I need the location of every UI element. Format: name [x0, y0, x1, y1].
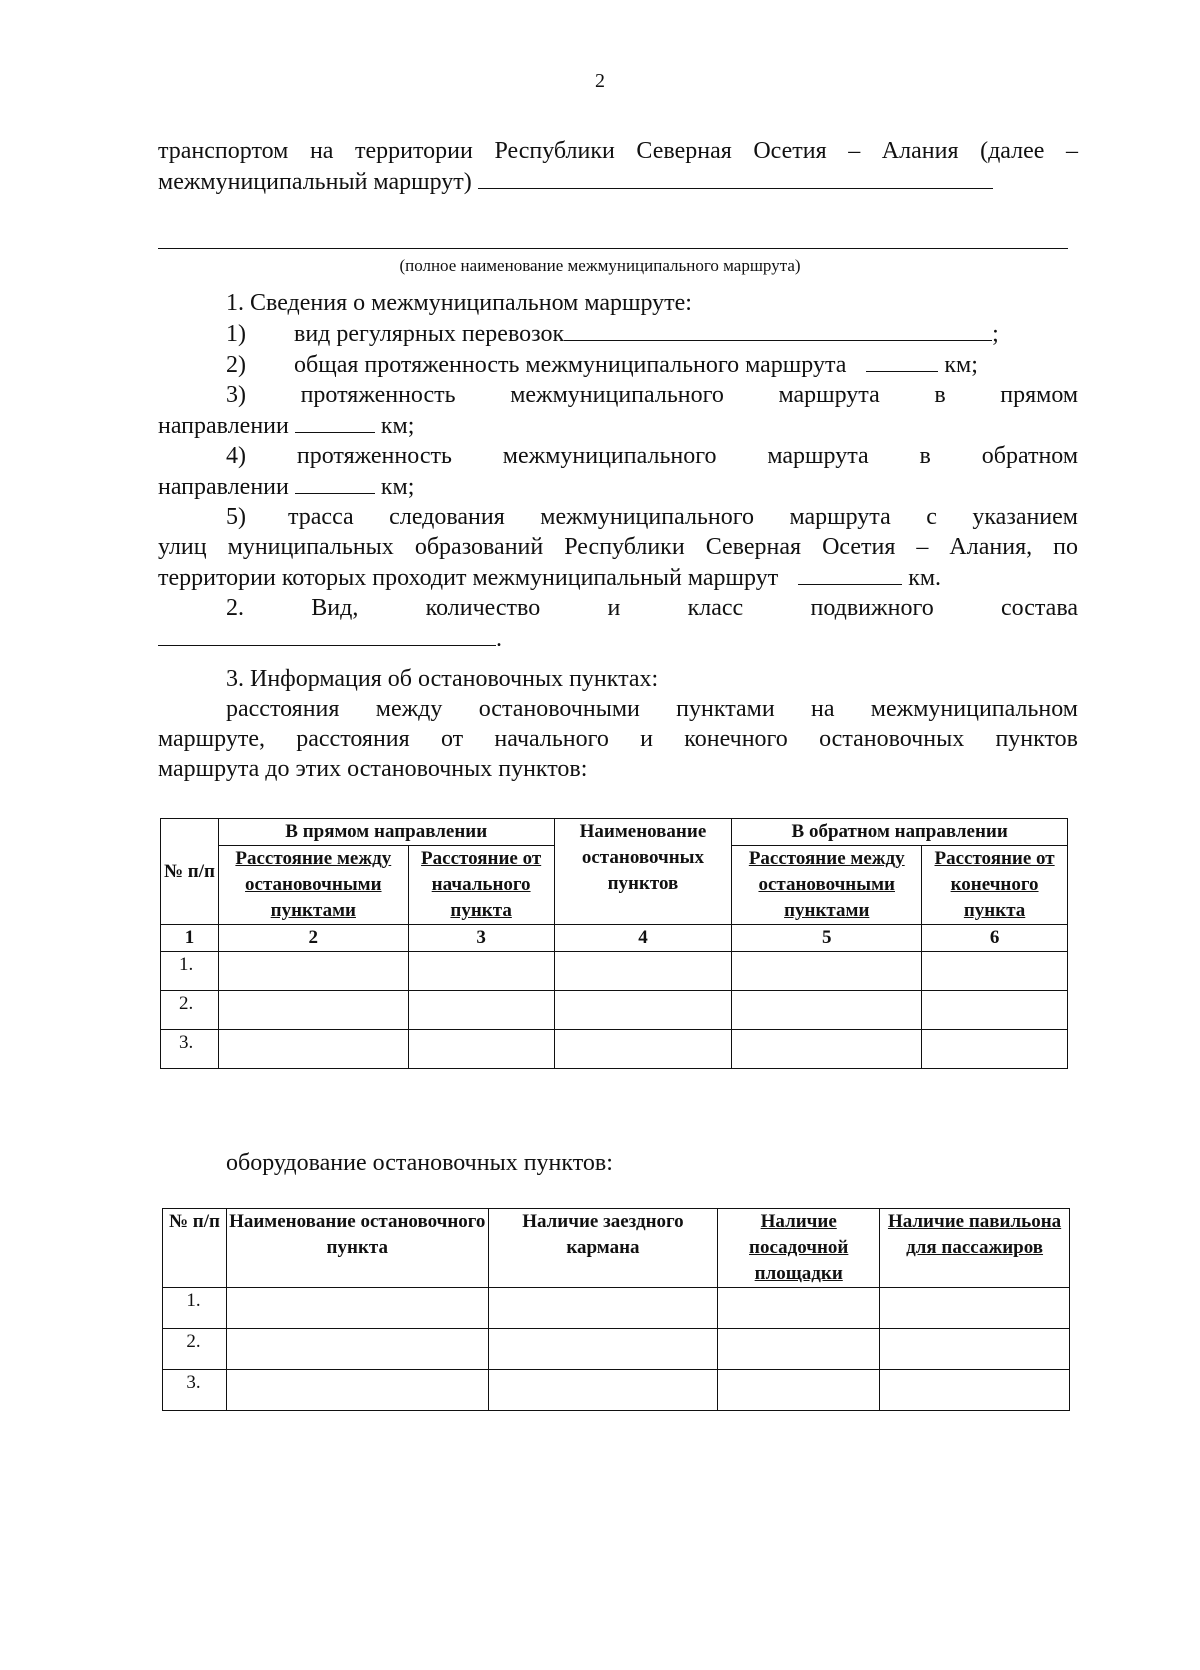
item-3-line-1 — [158, 380, 1078, 410]
table-cell — [718, 1370, 880, 1411]
section-1 — [158, 288, 1078, 784]
item-3-word: маршрута — [778, 382, 880, 408]
item-1-end: ; — [992, 321, 999, 347]
table-cell — [554, 1030, 732, 1069]
equip-stop-name-header: Наименование остановочного пункта — [226, 1209, 488, 1288]
col-number-header: № п/п — [161, 819, 219, 925]
col-index: 6 — [922, 925, 1068, 952]
section-2-word: класс — [687, 595, 744, 621]
item-5-blank — [798, 562, 902, 585]
equip-platform-header: Наличие посадочной площадки — [718, 1209, 880, 1288]
section-2-word: количество — [425, 595, 541, 621]
item-2-num: 2) — [226, 352, 246, 378]
item-3-unit: км; — [380, 413, 415, 439]
table-cell — [408, 1030, 554, 1069]
reverse-direction-header: В обратном направлении — [732, 819, 1068, 846]
table-cell — [554, 952, 732, 991]
item-4-word: протяженность — [296, 443, 452, 469]
section-3-heading: 3. Информация об остановочных пунктах: — [226, 666, 659, 692]
section-2-line-2 — [158, 623, 1078, 654]
item-1-text: вид регулярных перевозок — [294, 321, 565, 347]
equip-col-number-header: № п/п — [163, 1209, 227, 1288]
item-3-line-2 — [158, 410, 1078, 441]
table-cell — [732, 952, 922, 991]
item-5-unit: км. — [908, 565, 942, 591]
item-4-word: межмуниципального — [502, 443, 717, 469]
item-3-num: 3) — [226, 382, 246, 408]
section-2-word: состава — [1000, 595, 1078, 621]
col-index: 2 — [218, 925, 408, 952]
item-4-word: маршрута — [767, 443, 869, 469]
item-1 — [158, 318, 1078, 349]
page-number: 2 — [595, 70, 605, 92]
intro-text — [158, 136, 1078, 197]
section-3-line-1: расстояния между остановочными пунктами на межмуниципальном — [226, 696, 1078, 722]
forward-distance-from-start-header: Расстояние от начального пункта — [408, 846, 554, 925]
item-4-line-1 — [158, 441, 1078, 471]
section-2-word: подвижного — [810, 595, 934, 621]
table-cell — [922, 991, 1068, 1030]
section-3-line-3: маршрута до этих остановочных пунктов: — [158, 756, 588, 782]
table-cell — [554, 991, 732, 1030]
section-2-word: 2. — [226, 595, 244, 621]
col-index: 5 — [732, 925, 922, 952]
stops-equipment-table — [162, 1208, 1070, 1411]
item-4-num: 4) — [226, 443, 246, 469]
item-2 — [158, 349, 1078, 380]
section-2-word: и — [607, 595, 621, 621]
item-3-word: протяженность — [300, 382, 456, 408]
route-name-rule — [158, 248, 1068, 249]
item-5-line-1 — [158, 502, 1078, 532]
item-4-direction: направлении — [158, 474, 289, 500]
section-2-line-1 — [158, 593, 1078, 623]
table-cell — [718, 1329, 880, 1370]
table-row — [163, 1329, 1070, 1370]
item-4-unit: км; — [380, 474, 415, 500]
table-row — [161, 952, 1068, 991]
item-5-line-1-text: трасса следования межмуниципального маршрута с указанием — [288, 504, 1078, 530]
reverse-distance-between-header: Расстояние между остановочными пунктами — [732, 846, 922, 925]
table-cell — [488, 1329, 718, 1370]
forward-distance-between-header: Расстояние между остановочными пунктами — [218, 846, 408, 925]
table-cell — [218, 1030, 408, 1069]
item-4-word: в — [919, 443, 931, 469]
row-number: 1. — [163, 1288, 227, 1329]
intro-line-2 — [158, 166, 1078, 197]
table-row — [163, 1288, 1070, 1329]
row-number: 1. — [161, 952, 219, 991]
table-cell — [226, 1370, 488, 1411]
table-cell — [922, 1030, 1068, 1069]
table-cell — [880, 1370, 1070, 1411]
intro-line-1: транспортом на территории Республики Северная Осетия – Алания (далее – — [158, 138, 1078, 164]
row-number: 2. — [163, 1329, 227, 1370]
table-cell — [218, 952, 408, 991]
table-cell — [226, 1329, 488, 1370]
item-1-num: 1) — [226, 321, 246, 347]
rolling-stock-blank — [158, 623, 496, 646]
item-4-line-2 — [158, 471, 1078, 502]
item-5-num: 5) — [226, 504, 246, 530]
section-2-end: . — [496, 626, 502, 652]
item-3-word: прямом — [1000, 382, 1079, 408]
table-cell — [732, 991, 922, 1030]
reverse-distance-from-end-header: Расстояние от конечного пункта — [922, 846, 1068, 925]
table-cell — [408, 952, 554, 991]
table-cell — [408, 991, 554, 1030]
stop-name-header: Наименование остановочных пунктов — [554, 819, 732, 925]
table-row — [161, 991, 1068, 1030]
equipment-heading: оборудование остановочных пунктов: — [226, 1150, 613, 1176]
item-3-word: в — [934, 382, 946, 408]
item-1-blank — [564, 318, 992, 341]
table-cell — [226, 1288, 488, 1329]
item-2-blank — [866, 349, 938, 372]
item-4-blank — [295, 471, 375, 494]
forward-direction-header: В прямом направлении — [218, 819, 554, 846]
item-5-line-2: улиц муниципальных образований Республики Северная Осетия – Алания, по — [158, 534, 1078, 560]
item-5-line-3-text: территории которых проходит межмуниципальный маршрут — [158, 565, 779, 591]
item-2-text: общая протяженность межмуниципального маршрута — [294, 352, 847, 378]
table-cell — [488, 1370, 718, 1411]
equip-bay-header: Наличие заездного кармана — [488, 1209, 718, 1288]
table-row — [161, 1030, 1068, 1069]
item-3-blank — [295, 410, 375, 433]
item-3-direction: направлении — [158, 413, 289, 439]
table-cell — [488, 1288, 718, 1329]
table-cell — [880, 1329, 1070, 1370]
item-3-word: межмуниципального — [510, 382, 724, 408]
section-2-word: Вид, — [311, 595, 359, 621]
table-cell — [922, 952, 1068, 991]
row-number: 3. — [161, 1030, 219, 1069]
item-2-unit: км; — [944, 352, 978, 378]
route-name-blank — [478, 166, 993, 189]
row-number: 2. — [161, 991, 219, 1030]
equip-pavilion-header: Наличие павильона для пассажиров — [880, 1209, 1070, 1288]
table-cell — [218, 991, 408, 1030]
col-index: 4 — [554, 925, 732, 952]
col-index: 1 — [161, 925, 219, 952]
col-index: 3 — [408, 925, 554, 952]
item-4-word: обратном — [981, 443, 1079, 469]
table-cell — [732, 1030, 922, 1069]
intro-line-2-text: межмуниципальный маршрут) — [158, 169, 472, 195]
table-cell — [880, 1288, 1070, 1329]
section-3-line-2: маршруте, расстояния от начального и конечного остановочных пунктов — [158, 726, 1078, 752]
row-number: 3. — [163, 1370, 227, 1411]
item-5-line-3 — [158, 562, 1078, 593]
section-1-heading: 1. Сведения о межмуниципальном маршруте: — [226, 290, 692, 316]
stops-distance-table — [160, 818, 1068, 1069]
table-row — [163, 1370, 1070, 1411]
route-name-caption: (полное наименование межмуниципального маршрута) — [399, 256, 801, 275]
table-cell — [718, 1288, 880, 1329]
